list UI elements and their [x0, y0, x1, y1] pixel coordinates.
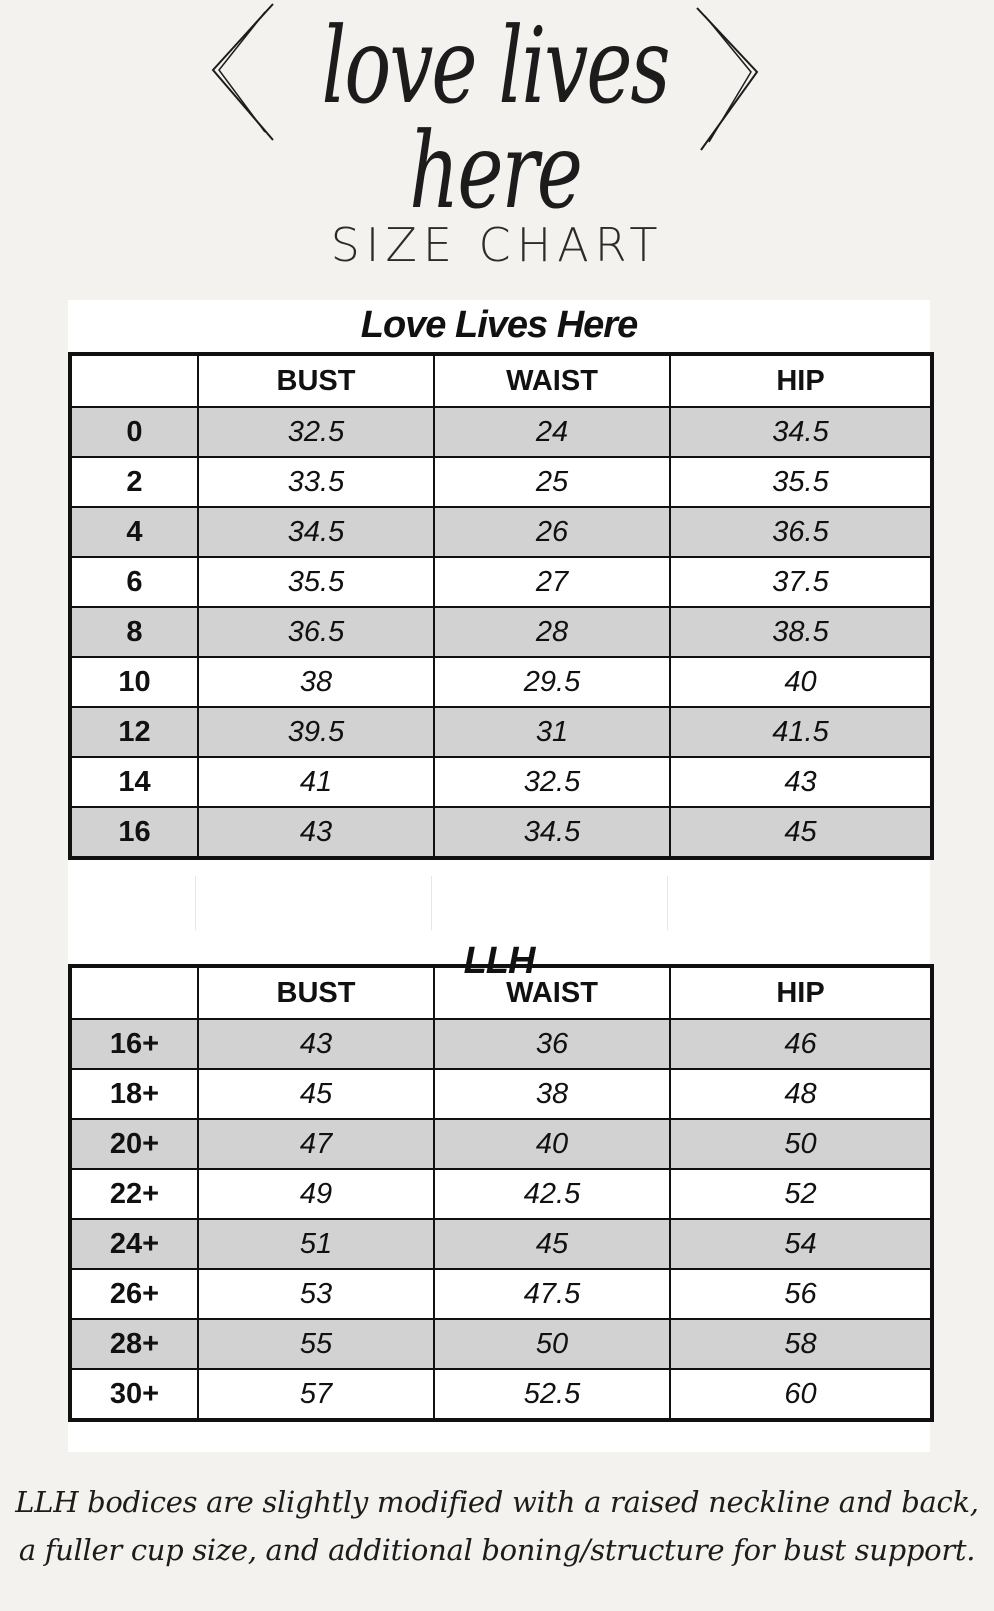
bust-cell: 43	[198, 1019, 434, 1069]
column-header-hip: HIP	[670, 354, 932, 407]
bust-cell: 38	[198, 657, 434, 707]
page-title: SIZE CHART	[330, 218, 664, 272]
table-row	[70, 1319, 932, 1369]
waist-cell: 25	[434, 457, 670, 507]
size-cell: 16	[70, 807, 198, 858]
size-cell: 0	[70, 407, 198, 457]
brand-logo	[205, 0, 785, 233]
size-cell: 10	[70, 657, 198, 707]
waist-cell: 47.5	[434, 1269, 670, 1319]
size-cell: 24+	[70, 1219, 198, 1269]
size-cell: 16+	[70, 1019, 198, 1069]
waist-cell: 40	[434, 1119, 670, 1169]
hip-cell: 41.5	[670, 707, 932, 757]
table-title-1: Love Lives Here	[360, 304, 638, 346]
bust-cell: 39.5	[198, 707, 434, 757]
bust-cell: 57	[198, 1369, 434, 1420]
hip-cell: 48	[670, 1069, 932, 1119]
size-cell: 4	[70, 507, 198, 557]
bust-cell: 55	[198, 1319, 434, 1369]
hip-cell: 56	[670, 1269, 932, 1319]
logo-text: love lives here	[321, 5, 669, 233]
size-table-1	[68, 352, 934, 860]
size-cell: 12	[70, 707, 198, 757]
bust-cell: 41	[198, 757, 434, 807]
table-row	[70, 707, 932, 757]
waist-cell: 24	[434, 407, 670, 457]
column-header-waist: WAIST	[434, 966, 670, 1019]
waist-cell: 28	[434, 607, 670, 657]
footnote	[0, 1478, 994, 1574]
table-row	[70, 1219, 932, 1269]
hip-cell: 54	[670, 1219, 932, 1269]
hip-cell: 52	[670, 1169, 932, 1219]
waist-cell: 42.5	[434, 1169, 670, 1219]
bust-cell: 36.5	[198, 607, 434, 657]
bust-cell: 35.5	[198, 557, 434, 607]
table-row	[70, 757, 932, 807]
table-row	[70, 507, 932, 557]
hip-cell: 46	[670, 1019, 932, 1069]
hip-cell: 58	[670, 1319, 932, 1369]
size-cell: 6	[70, 557, 198, 607]
waist-cell: 32.5	[434, 757, 670, 807]
bust-cell: 53	[198, 1269, 434, 1319]
waist-cell: 38	[434, 1069, 670, 1119]
hip-cell: 38.5	[670, 607, 932, 657]
table-title-2: LLH	[463, 940, 535, 982]
table-row	[70, 807, 932, 858]
hip-cell: 36.5	[670, 507, 932, 557]
table-row	[70, 1269, 932, 1319]
table-row	[70, 407, 932, 457]
table-row	[70, 607, 932, 657]
table-row	[70, 1119, 932, 1169]
table-spacer-row	[68, 876, 930, 930]
hip-cell: 40	[670, 657, 932, 707]
size-cell: 22+	[70, 1169, 198, 1219]
column-header-hip: HIP	[670, 966, 932, 1019]
hip-cell: 43	[670, 757, 932, 807]
waist-cell: 50	[434, 1319, 670, 1369]
size-cell: 30+	[70, 1369, 198, 1420]
bust-cell: 49	[198, 1169, 434, 1219]
waist-cell: 31	[434, 707, 670, 757]
hip-cell: 45	[670, 807, 932, 858]
hip-cell: 60	[670, 1369, 932, 1420]
waist-cell: 34.5	[434, 807, 670, 858]
footnote-line-1: LLH bodices are slightly modified with a raised neckline and back,	[15, 1485, 979, 1519]
waist-cell: 27	[434, 557, 670, 607]
bust-cell: 45	[198, 1069, 434, 1119]
waist-cell: 45	[434, 1219, 670, 1269]
hip-cell: 37.5	[670, 557, 932, 607]
header-row	[70, 966, 932, 1019]
waist-cell: 36	[434, 1019, 670, 1069]
waist-cell: 26	[434, 507, 670, 557]
size-cell: 26+	[70, 1269, 198, 1319]
column-header-size	[70, 354, 198, 407]
waist-cell: 29.5	[434, 657, 670, 707]
table-row	[70, 557, 932, 607]
size-table-2	[68, 964, 934, 1422]
bust-cell: 32.5	[198, 407, 434, 457]
table-row	[70, 1169, 932, 1219]
bust-cell: 47	[198, 1119, 434, 1169]
size-cell: 8	[70, 607, 198, 657]
size-cell: 28+	[70, 1319, 198, 1369]
bust-cell: 51	[198, 1219, 434, 1269]
column-header-size	[70, 966, 198, 1019]
table-row	[70, 1019, 932, 1069]
column-header-waist: WAIST	[434, 354, 670, 407]
column-header-bust: BUST	[198, 354, 434, 407]
table-row	[70, 1069, 932, 1119]
hip-cell: 35.5	[670, 457, 932, 507]
header-row	[70, 354, 932, 407]
bust-cell: 34.5	[198, 507, 434, 557]
size-cell: 18+	[70, 1069, 198, 1119]
size-cell: 20+	[70, 1119, 198, 1169]
hip-cell: 50	[670, 1119, 932, 1169]
waist-cell: 52.5	[434, 1369, 670, 1420]
size-cell: 14	[70, 757, 198, 807]
bust-cell: 43	[198, 807, 434, 858]
footnote-line-2: a fuller cup size, and additional boning/structure for bust support.	[18, 1533, 976, 1567]
size-cell: 2	[70, 457, 198, 507]
bust-cell: 33.5	[198, 457, 434, 507]
column-header-bust: BUST	[198, 966, 434, 1019]
table-row	[70, 457, 932, 507]
hip-cell: 34.5	[670, 407, 932, 457]
table-row	[70, 657, 932, 707]
table-row	[70, 1369, 932, 1420]
